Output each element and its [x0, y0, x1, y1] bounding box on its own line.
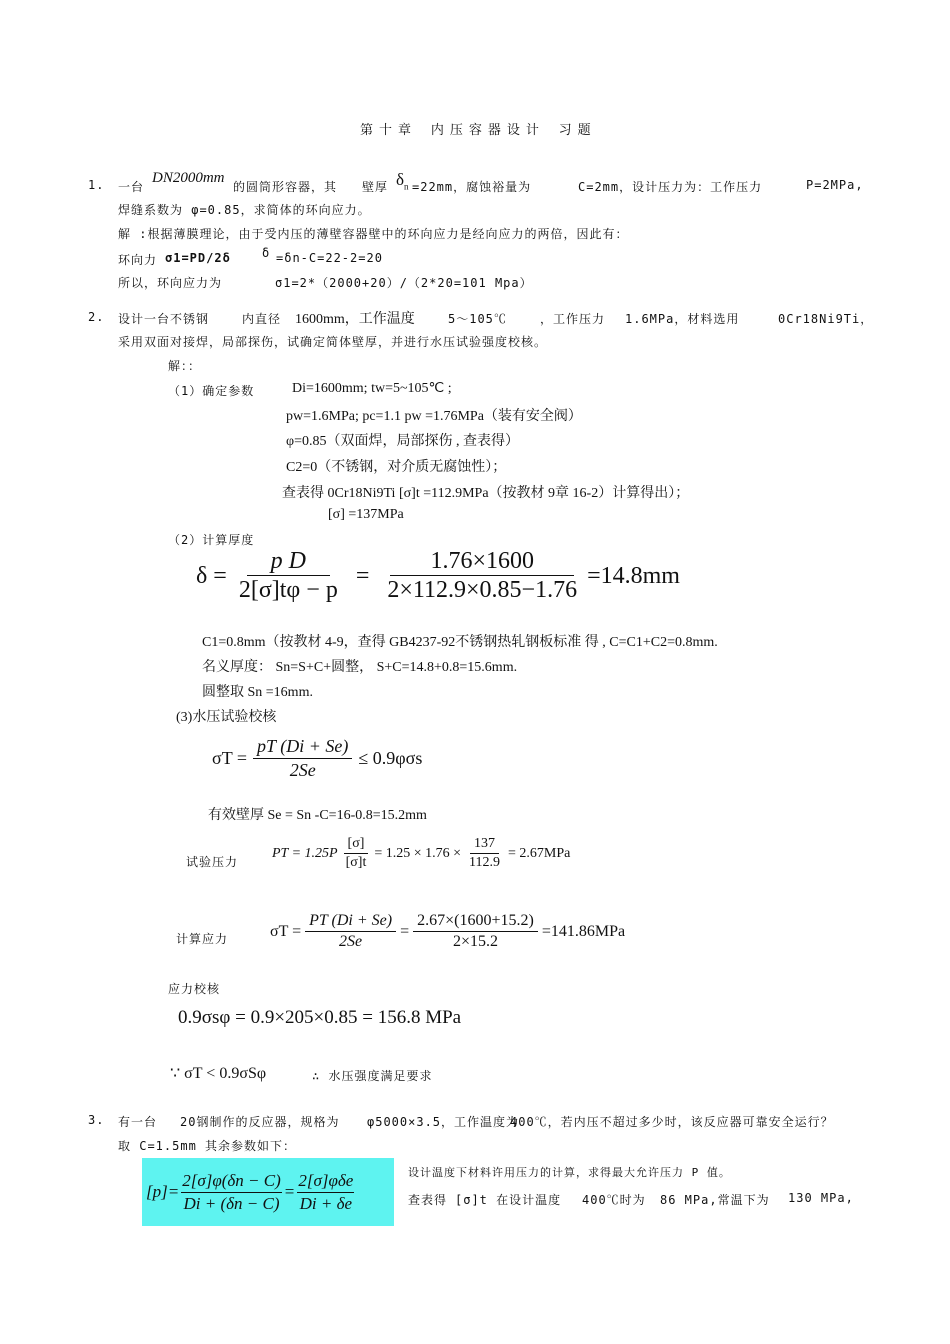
formula-denominator: 2×15.2	[452, 933, 498, 950]
formula-lhs: PT = 1.25P	[272, 845, 338, 861]
formula-result: =141.86MPa	[541, 922, 626, 940]
page-title: 第十章 内压容器设计 习题	[360, 123, 597, 138]
param-line: [σ] =137MPa	[328, 507, 404, 522]
formula-rhs: ≤ 0.9φσs	[358, 748, 423, 768]
formula-lhs: σT =	[212, 748, 248, 768]
problem-number: 2.	[88, 310, 105, 324]
calc-line: 圆整取 Sn =16mm.	[202, 685, 313, 700]
calc-stress-formula	[270, 912, 625, 951]
solution-label: 解：：	[168, 359, 202, 373]
step-label: （2）计算厚度	[168, 533, 255, 547]
formula-numerator: pT (Di + Se)	[253, 736, 352, 759]
formula-fraction	[235, 548, 342, 604]
problem-number: 1.	[88, 178, 105, 192]
formula-denominator: 2[σ]tφ − p	[238, 577, 338, 603]
problem-text: =22mm，腐蚀裕量为	[412, 180, 532, 194]
calc-line: 名义厚度： Sn=S+C+圆整， S+C=14.8+0.8=15.6mm.	[202, 660, 518, 675]
problem-text: 5～105℃	[448, 312, 507, 326]
test-pressure-label: 试验压力	[186, 855, 239, 869]
problem-text: [σ]t 在设计温度	[455, 1193, 562, 1207]
formula-denominator: 2×112.9×0.85−1.76	[387, 577, 578, 603]
allow-label: 应力校核	[168, 982, 221, 996]
param-line: pw=1.6MPa; pc=1.1 pw =1.76MPa（装有安全阀）	[286, 409, 582, 424]
problem-text: 130 MPa,	[788, 1191, 854, 1205]
effective-thickness: 有效壁厚 Se = Sn -C=16-0.8=15.2mm	[208, 808, 427, 823]
problem-text: 的圆筒形容器，其	[233, 180, 338, 194]
formula-fraction	[413, 912, 538, 951]
formula-numerator: [σ]	[344, 836, 369, 854]
problem-text: P=2MPa,	[806, 178, 864, 192]
problem-text: 1600mm，工作温度	[295, 312, 415, 327]
calc-stress-label: 计算应力	[176, 932, 229, 946]
equals-sign: =	[284, 1182, 295, 1201]
problem-text: 一台	[118, 180, 145, 194]
problem-text: 20钢制作的反应器，规格为	[180, 1115, 340, 1129]
formula-fraction	[181, 1171, 282, 1214]
formula-fraction	[465, 836, 504, 871]
delta-symbol: $\delta_n$	[396, 170, 409, 192]
problem-text: ，工作压力	[540, 312, 606, 326]
step-label: （1）确定参数	[168, 384, 255, 398]
param-line: φ=0.85（双面焊，局部探伤 , 查表得）	[286, 434, 519, 449]
problem-text: 400℃，若内压不超过多少时，该反应器可靠安全运行？	[510, 1115, 834, 1129]
formula-numerator: 1.76×1600	[390, 548, 574, 576]
formula-fraction	[383, 548, 581, 604]
problem-text: 采用双面对接焊，局部探伤，试确定简体壁厚，并进行水压试验强度校核。	[118, 335, 548, 349]
problem-text: 400℃时为	[582, 1193, 646, 1207]
dn-symbol: DN2000mm	[152, 170, 225, 186]
formula-denominator: 2Se	[339, 933, 363, 950]
problem-text: C=2mm，设计压力为：工作压力	[578, 180, 763, 194]
test-pressure-formula	[272, 836, 570, 871]
equals-sign: =	[355, 562, 370, 589]
hydro-check-formula	[212, 736, 422, 781]
problem-text: 有一台	[118, 1115, 158, 1129]
formula: σ1=2*（2000+20）/（2*20=101 Mpa）	[275, 276, 533, 290]
formula-numerator: 2[σ]φ(δn − C)	[181, 1171, 282, 1193]
formula: δ	[262, 246, 271, 260]
problem-number: 3.	[88, 1113, 105, 1127]
formula-mid: = 1.25 × 1.76 ×	[374, 845, 462, 861]
formula-result: =14.8mm	[587, 562, 680, 589]
formula-lhs: σT =	[270, 922, 302, 940]
problem-text: 焊缝系数为 φ=0.85，求简体的环向应力。	[118, 203, 371, 217]
thickness-formula	[196, 548, 680, 604]
formula-numerator: 137	[470, 836, 499, 854]
conclusion-formula: ∵ σT < 0.9σSφ	[170, 1065, 267, 1082]
formula-fraction	[297, 1171, 354, 1214]
formula-numerator: PT (Di + Se)	[305, 912, 396, 932]
formula: =δn-C=22-2=20	[276, 251, 383, 265]
problem-text: 内直径	[242, 312, 282, 326]
equals-sign: =	[400, 922, 410, 940]
conclusion-text: ∴ 水压强度满足要求	[312, 1069, 433, 1083]
solution-text: 所以，环向应力为	[118, 276, 223, 290]
step-label: (3)水压试验校核	[176, 710, 277, 725]
formula-numerator: p D	[247, 548, 330, 576]
problem-text: 86 MPa,常温下为	[660, 1193, 770, 1207]
param-line: 查表得 0Cr18Ni9Ti [σ]t =112.9MPa（按教材 9章 16-2）计算得出）；	[282, 486, 690, 501]
formula: σ1=PD/2δ	[165, 251, 231, 265]
problem-text: 壁厚	[362, 180, 389, 194]
problem-text: 取 C=1.5mm 其余参数如下：	[118, 1139, 297, 1153]
problem-text: 设计温度下材料许用压力的计算，求得最大允许压力 P 值。	[408, 1166, 731, 1179]
problem-text: 查表得	[408, 1193, 448, 1207]
calc-line: C1=0.8mm（按教材 4-9，查得 GB4237-92不锈钢热轧钢板标准 得 , C=C1+C2=0.8mm.	[202, 635, 718, 650]
problem-text: φ5000×3.5，工作温度为	[367, 1115, 520, 1129]
solution-text: 环向力	[118, 253, 158, 267]
allowable-pressure-formula	[142, 1158, 394, 1226]
formula-numerator: 2[σ]φδe	[297, 1171, 354, 1193]
formula-fraction	[342, 836, 371, 871]
formula-denominator: Di + (δn − C)	[183, 1193, 280, 1213]
formula-numerator: 2.67×(1600+15.2)	[413, 912, 538, 932]
formula-fraction	[253, 736, 352, 781]
formula-denominator: [σ]t	[345, 855, 367, 870]
formula-denominator: 2Se	[289, 760, 316, 780]
formula-fraction	[305, 912, 396, 951]
formula-lhs: [p]=	[146, 1182, 180, 1201]
formula-denominator: 112.9	[469, 855, 501, 870]
formula-denominator: Di + δe	[299, 1193, 353, 1213]
formula-lhs: δ =	[196, 562, 227, 589]
problem-text: 设计一台不锈钢	[118, 312, 210, 326]
param-line: Di=1600mm; tw=5~105℃ ;	[292, 381, 452, 396]
allow-formula: 0.9σsφ = 0.9×205×0.85 = 156.8 MPa	[178, 1007, 462, 1028]
param-line: C2=0（不锈钢，对介质无腐蚀性）；	[286, 460, 507, 475]
problem-text: 1.6MPa，材料选用	[625, 312, 740, 326]
formula-result: = 2.67MPa	[508, 845, 571, 861]
problem-text: 0Cr18Ni9Ti，	[778, 312, 874, 326]
solution-text: 解 :根据薄膜理论，由于受内压的薄壁容器壁中的环向应力是经向应力的两倍，因此有：	[118, 227, 629, 241]
